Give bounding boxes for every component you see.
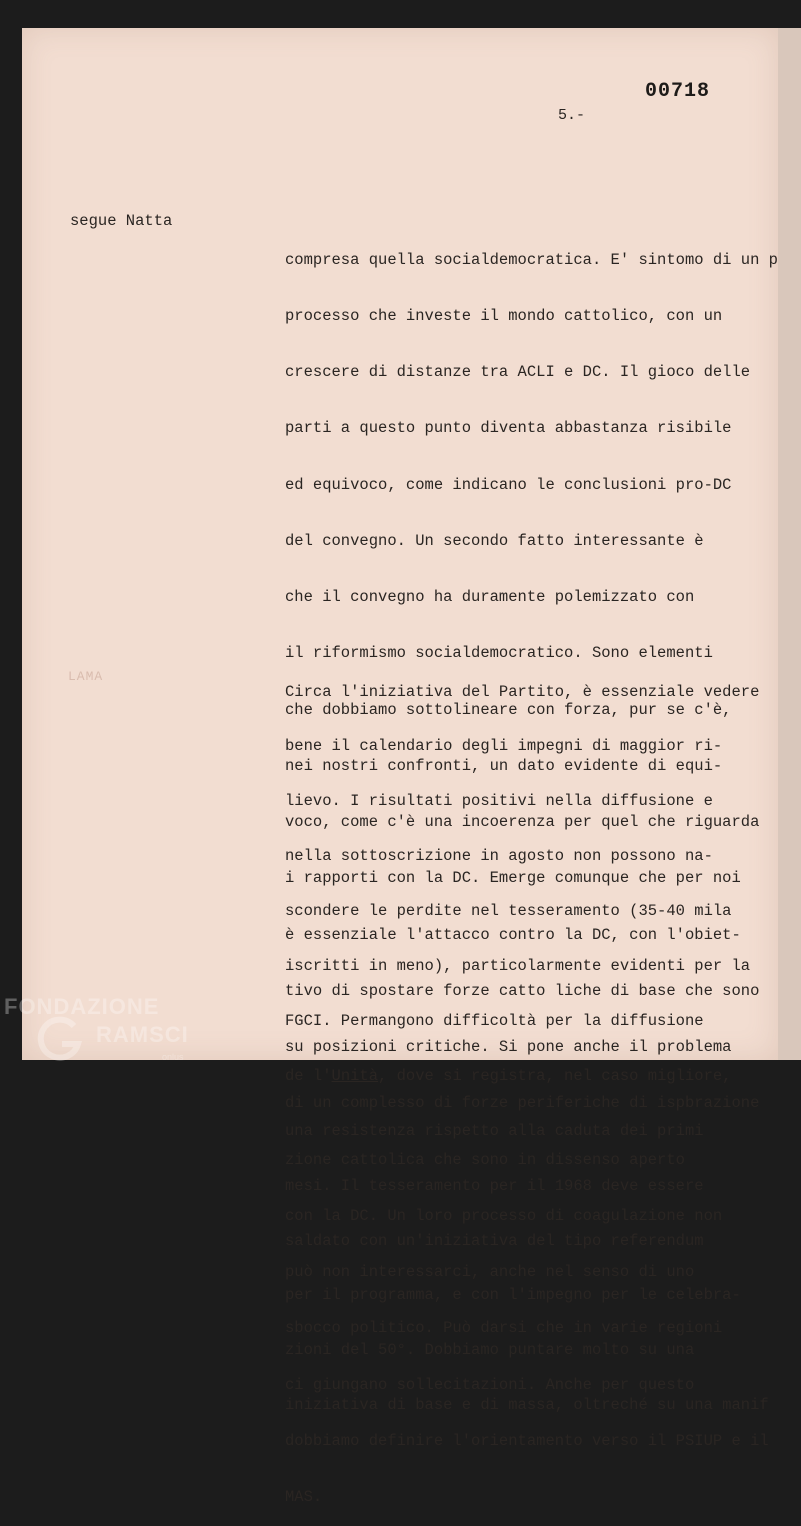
text-line: può non interessarci, anche nel senso di uno <box>285 1263 695 1281</box>
text-line: per il programma, e con l'impegno per le celebra- <box>285 1286 741 1305</box>
text-line: scondere le perdite nel tesseramento (35-40 mila <box>285 902 732 921</box>
fondazione-gramsci-watermark <box>0 994 210 1074</box>
text-line: saldato con un'iniziativa del tipo referendum <box>285 1231 704 1250</box>
text-line: MAS. <box>285 1488 323 1506</box>
underlined-unita: Unità <box>331 1066 379 1085</box>
faded-margin-note: LAMA <box>68 669 104 684</box>
text-line: del convegno. Un secondo fatto interessante è <box>285 531 704 550</box>
text-line: che il convegno ha duramente polemizzato con <box>285 588 695 606</box>
watermark-line-1: FONDAZIONE <box>4 994 160 1019</box>
speaker-note: segue Natta <box>70 212 173 230</box>
text-line: con la DC. Un loro processo di coagulazione non <box>285 1206 723 1225</box>
text-line: una resistenza rispetto alla caduta dei primi <box>285 1121 704 1140</box>
watermark-sub: onlus <box>162 1052 184 1062</box>
watermark-line-2: RAMSCI <box>96 1022 189 1047</box>
text-line: lievo. I risultati positivi nella diffusione e <box>285 792 713 811</box>
text-line: sbocco politico. Può darsi che in varie regioni <box>285 1319 723 1338</box>
text-line: ed equivoco, come indicano le conclusioni pro-DC <box>285 475 732 494</box>
text-line: nella sottoscrizione in agosto non possono na- <box>285 847 713 866</box>
text-line: zioni del 50°. Dobbiamo puntare molto su una <box>285 1341 695 1360</box>
text-line: iscritti in meno), particolarmente evidenti per la <box>285 957 751 976</box>
text-segment: de l' <box>285 1066 332 1085</box>
text-line: zione cattolica che sono in dissenso aperto <box>285 1150 685 1169</box>
text-line: FGCI. Permangono difficoltà per la diffusione <box>285 1011 704 1030</box>
text-line: mesi. Il tesseramento per il 1968 deve essere <box>285 1176 704 1195</box>
text-line: parti a questo punto diventa abbastanza risibile <box>285 419 732 438</box>
text-line: crescere di distanze tra ACLI e DC. Il gioco delle <box>285 363 751 381</box>
text-line: è essenziale l'attacco contro la DC, con l'obiet- <box>285 925 741 944</box>
text-line: processo che investe il mondo cattolico, con un <box>285 306 723 325</box>
text-line: il riformismo socialdemocratico. Sono elementi <box>285 644 713 663</box>
text-line: dobbiamo definire l'orientamento verso il PSIUP e il <box>285 1431 769 1450</box>
text-line: i rapporti con la DC. Emerge comunque che per noi <box>285 869 741 888</box>
text-line-unita <box>285 1067 769 1085</box>
text-line: ci giungano sollecitazioni. Anche per questo <box>285 1375 695 1394</box>
text-line: compresa quella socialdemocratica. E' sintomo di un p <box>285 250 778 269</box>
paragraph-2 <box>285 646 769 1433</box>
text-line: su posizioni critiche. Si pone anche il problema <box>285 1038 732 1056</box>
text-line: Circa l'iniziativa del Partito, è essenziale vedere <box>285 682 760 701</box>
page-number: 5.- <box>558 107 586 124</box>
text-line: iniziativa di base e di massa, oltreché su una manif <box>285 1396 769 1415</box>
next-page-edge <box>778 28 801 1060</box>
text-line: nei nostri confronti, un dato evidente di equi- <box>285 756 723 775</box>
text-line: tivo di spostare forze catto liche di base che sono <box>285 981 760 1000</box>
text-line: di un complesso di forze periferiche di ispbrazione <box>285 1094 760 1113</box>
archive-number: 00718 <box>645 80 711 103</box>
text-line: voco, come c'è una incoerenza per quel che riguarda <box>285 813 760 831</box>
gramsci-g-logo-icon <box>34 1014 86 1066</box>
text-segment: , dove si registra, nel caso migliore, <box>378 1066 732 1085</box>
text-line: che dobbiamo sottolineare con forza, pur se c'è, <box>285 700 732 719</box>
text-line: bene il calendario degli impegni di maggior ri- <box>285 737 723 756</box>
